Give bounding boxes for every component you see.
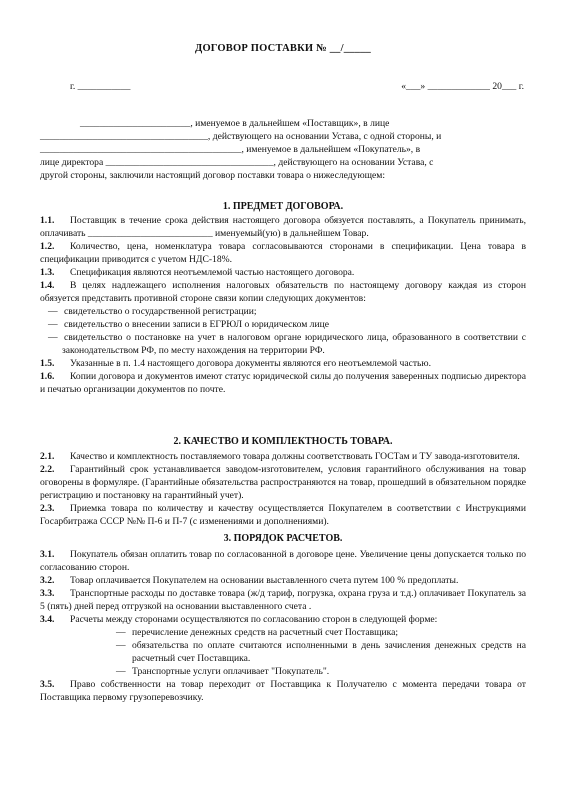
list-item-text: обязательства по оплате считаются исполненными в день зачисления денежных средств на расчетный счет Поставщика.	[132, 640, 526, 664]
clause	[40, 214, 526, 240]
dash-marker: —	[116, 666, 126, 677]
clause-number: 3.4.	[40, 614, 55, 625]
section-heading: 1. ПРЕДМЕТ ДОГОВОРА.	[222, 201, 344, 212]
list-item	[40, 665, 526, 678]
section-body	[40, 548, 526, 704]
clause	[40, 574, 526, 587]
dash-marker: —	[48, 306, 58, 317]
clause-text: Приемка товара по количеству и качеству осуществляется Покупателем в соответствии с Инструкциями Госарбитража СССР №№ П-6 и П-7 (с изменениями и дополнениями).	[40, 503, 526, 527]
clause-text: Покупатель обязан оплатить товар по согласованной в договоре цене. Увеличение цены допускается только по согласованию сторон.	[40, 549, 526, 573]
clause	[40, 463, 526, 502]
clause-text: Право собственности на товар переходит от Поставщика к Получателю с момента передачи товара от Поставщика первому грузоперевозчику.	[40, 679, 526, 703]
document-title: ДОГОВОР ПОСТАВКИ № __/_____	[195, 43, 371, 54]
list-item-text: свидетельство о государственной регистрации;	[64, 306, 257, 317]
dash-marker: —	[116, 627, 126, 638]
date-field: «___» _____________ 20___ г.	[401, 81, 524, 92]
dash-marker: —	[116, 640, 126, 651]
city-field: г. ___________	[70, 81, 131, 92]
clause-text: Качество и комплектность поставляемого товара должны соответствовать ГОСТам и ТУ завода-изготовителя.	[70, 451, 520, 462]
clause	[40, 613, 526, 626]
list-item-text: перечисление денежных средств на расчетный счет Поставщика;	[132, 627, 399, 638]
clause	[40, 266, 526, 279]
clause-number: 1.1.	[40, 215, 55, 226]
list-item	[40, 639, 526, 665]
clause-number: 2.2.	[40, 464, 55, 475]
clause-number: 1.3.	[40, 267, 55, 278]
section-heading: 3. ПОРЯДОК РАСЧЕТОВ.	[223, 533, 343, 544]
clause	[40, 548, 526, 574]
clause-number: 3.3.	[40, 588, 55, 599]
clause-text: Копии договора и документов имеют статус юридической силы до получения заверенных подписью директора и печатью организации документов по почте.	[40, 371, 526, 395]
clause	[40, 450, 526, 463]
list-item	[40, 305, 526, 318]
clause-text: Гарантийный срок устанавливается заводом-изготовителем, условия гарантийного обслуживания на товар оговорены в формуляре. (Гарантийные обязательства распространяются на товар, прошедший в обязательном порядке регистрацию и постановку на гарантийный учет).	[40, 464, 526, 501]
dash-marker: —	[48, 332, 58, 343]
clause-number: 2.1.	[40, 451, 55, 462]
section-heading: 2. КАЧЕСТВО И КОМПЛЕКТНОСТЬ ТОВАРА.	[173, 436, 393, 447]
preamble-line: другой стороны, заключили настоящий договор поставки товара о нижеследующем:	[40, 170, 386, 181]
list-item	[40, 626, 526, 639]
clause-text: Количество, цена, номенклатура товара согласовываются сторонами в спецификации. Цена товара в спецификации приводится с учетом НДС-18%.	[40, 241, 526, 265]
clause-number: 2.3.	[40, 503, 55, 514]
clause-text: Спецификация являются неотъемлемой частью настоящего договора.	[70, 267, 355, 278]
clause	[40, 357, 526, 370]
clause-number: 1.4.	[40, 280, 55, 291]
clause-text: Товар оплачивается Покупателем на основании выставленного счета путем 100 % предоплаты.	[70, 575, 459, 586]
clause	[40, 587, 526, 613]
clause-text: Указанные в п. 1.4 настоящего договора документы являются его неотъемлемой частью.	[70, 358, 431, 369]
list-item-text: свидетельство о внесении записи в ЕГРЮЛ о юридическом лице	[64, 319, 329, 330]
list-item	[40, 331, 526, 357]
section-body	[40, 450, 526, 528]
dash-marker: —	[48, 319, 58, 330]
list-item-text: свидетельство о постановке на учет в налоговом органе юридического лица, образованного в соответствии с законодательством РФ, по месту нахождения на территории РФ.	[62, 332, 526, 356]
clause-number: 1.5.	[40, 358, 55, 369]
clause-number: 3.1.	[40, 549, 55, 560]
clause-number: 3.2.	[40, 575, 55, 586]
section-body	[40, 214, 526, 396]
clause	[40, 279, 526, 305]
clause	[40, 678, 526, 704]
preamble-line: _______________________, именуемое в дальнейшем «Поставщик», в лице	[80, 118, 390, 129]
clause-number: 1.2.	[40, 241, 55, 252]
clause-number: 3.5.	[40, 679, 55, 690]
clause-number: 1.6.	[40, 371, 55, 382]
preamble-line: ___________________________________, действующего на основании Устава, с одной стороны, и	[40, 131, 442, 142]
clause-text: Поставщик в течение срока действия настоящего договора обязуется поставлять, а Покупатель принимать, оплачивать __________________________ именуемый(ую) в дальнейшем Товар.	[40, 215, 526, 239]
clause-text: Транспортные расходы по доставке товара (ж/д тариф, погрузка, охрана груза и т.д.) оплачивает Покупатель за 5 (пять) дней перед отгрузкой на основании выставленного счета .	[40, 588, 526, 612]
clause-text: В целях надлежащего исполнения налоговых обязательств по настоящему договору каждая из сторон обязуется представить противной стороне связи копии следующих документов:	[40, 280, 526, 304]
clause	[40, 240, 526, 266]
list-item	[40, 318, 526, 331]
clause-text: Расчеты между сторонами осуществляются по согласованию сторон в следующей форме:	[70, 614, 438, 625]
clause	[40, 502, 526, 528]
clause	[40, 370, 526, 396]
list-item-text: Транспортные услуги оплачивает "Покупатель".	[132, 666, 330, 677]
preamble	[40, 117, 526, 182]
preamble-line: лице директора ___________________________________, действующего на основании Устава, с	[40, 157, 434, 168]
preamble-line: __________________________________________, именуемое в дальнейшем «Покупатель», в	[40, 144, 421, 155]
